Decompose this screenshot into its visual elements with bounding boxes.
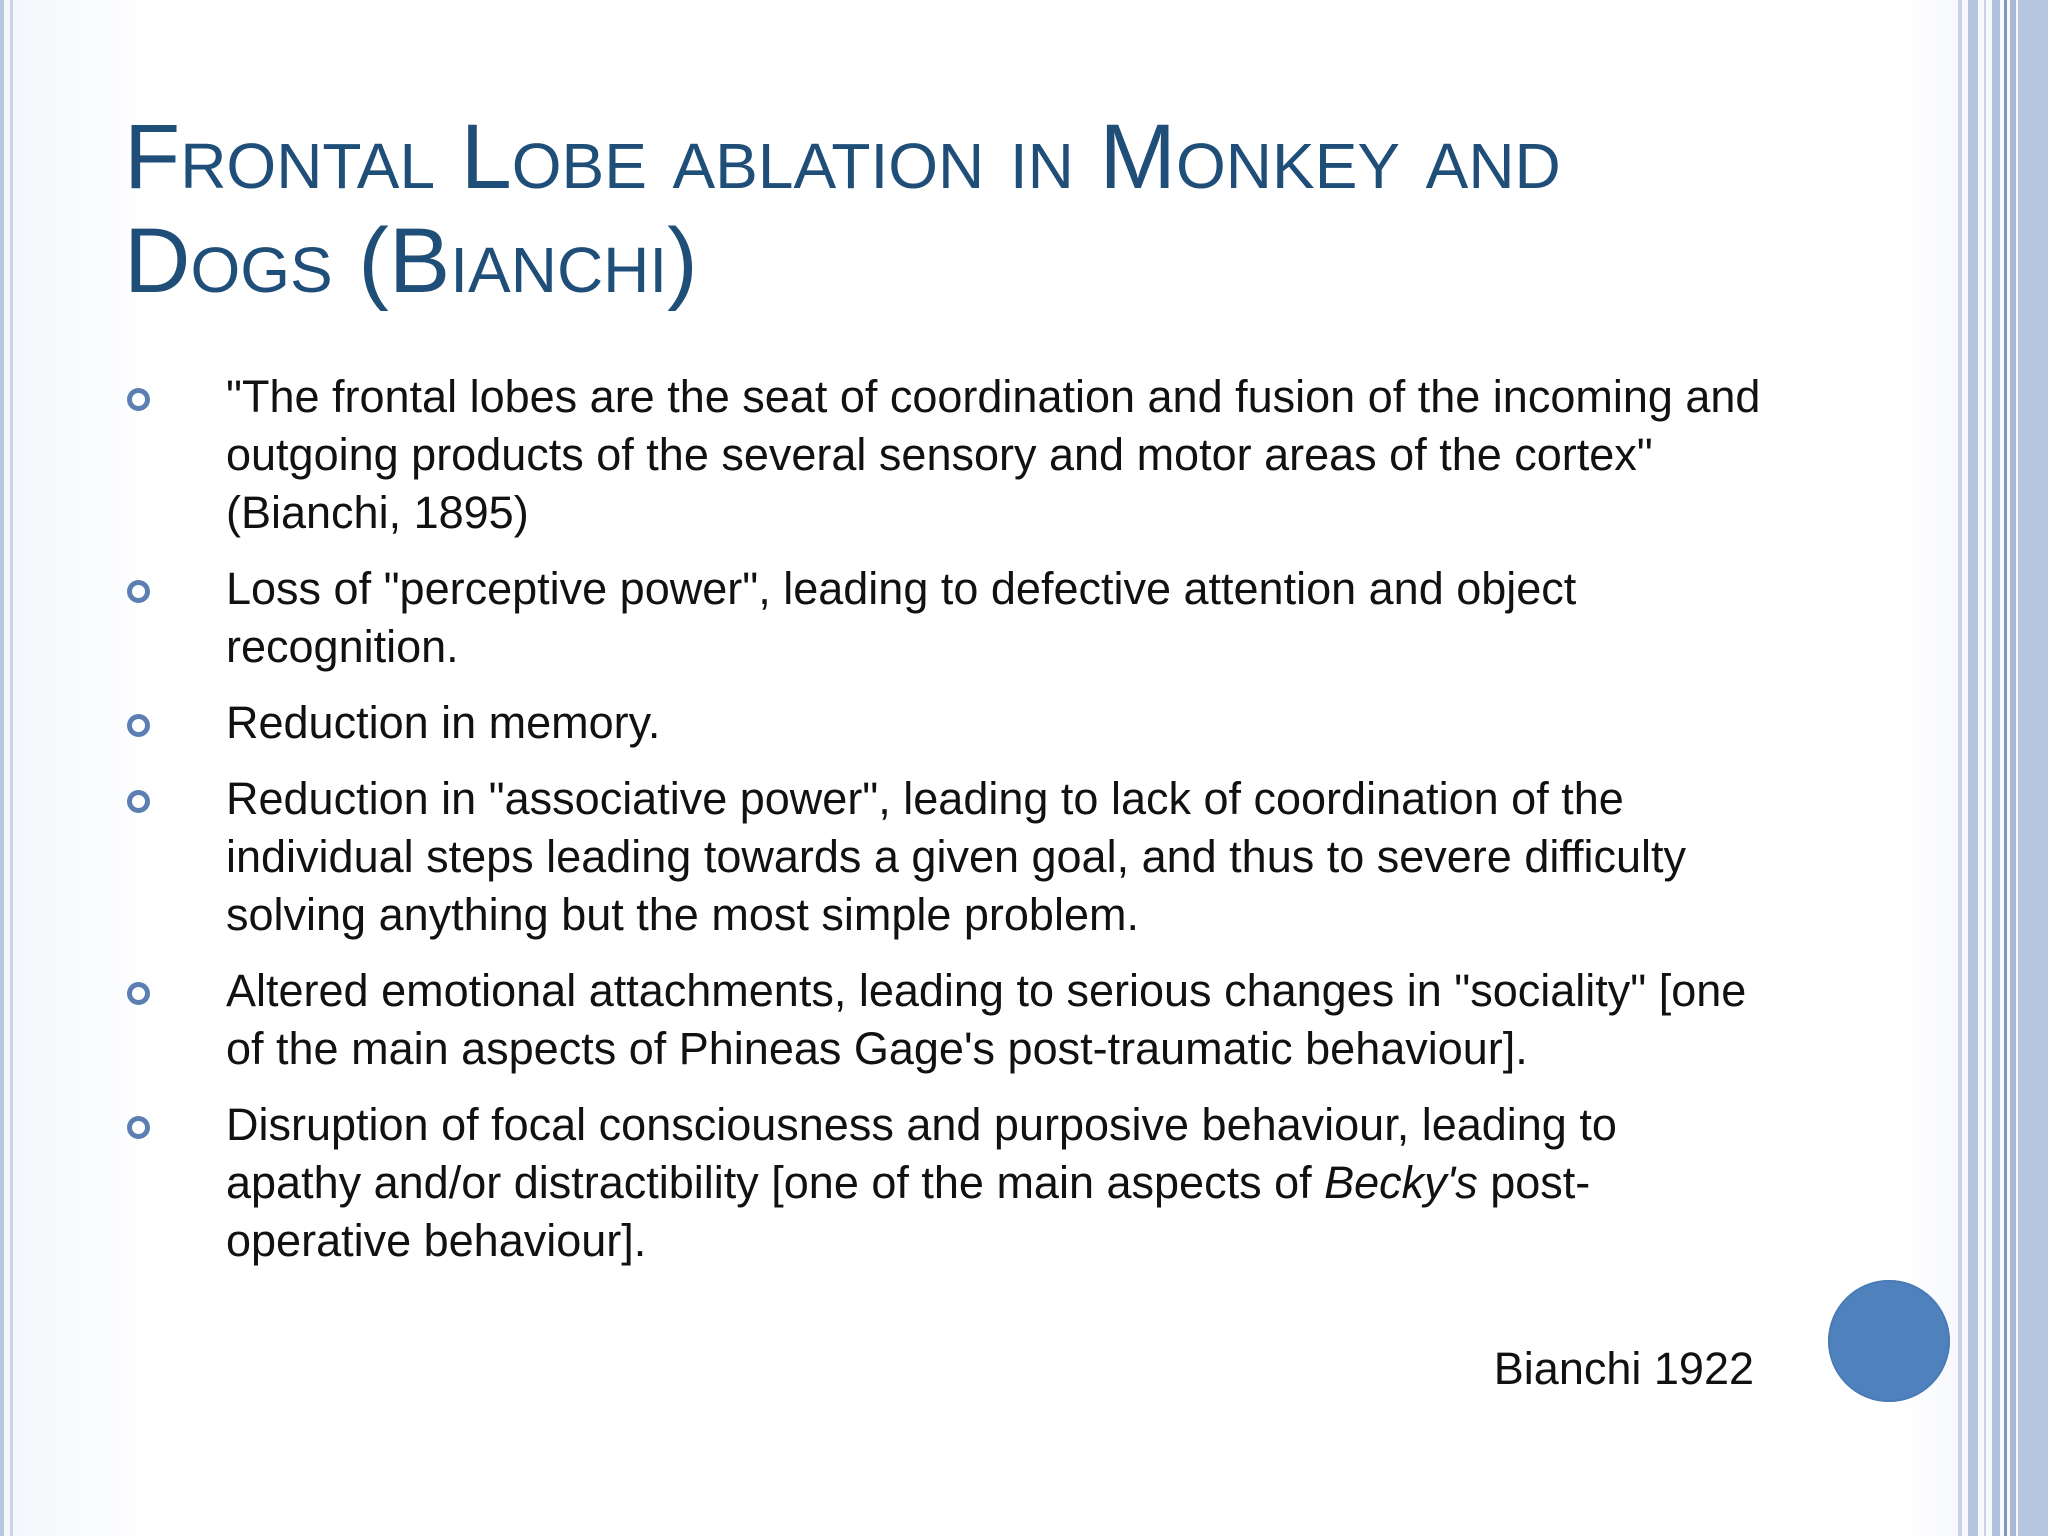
ring-bullet-icon <box>127 388 150 411</box>
ring-bullet-icon <box>127 1116 150 1139</box>
right-stripe <box>2010 0 2016 1536</box>
right-stripe <box>2004 0 2007 1536</box>
bullet-item <box>124 1096 1764 1270</box>
bullet-text-segment: post-operative behaviour]. <box>226 1157 1591 1266</box>
bullet-text: Reduction in memory. <box>226 697 661 748</box>
bullet-item <box>124 560 1764 676</box>
right-stripe <box>1984 0 1986 1536</box>
bullet-item <box>124 368 1764 542</box>
right-stripe <box>1958 0 1962 1536</box>
bullet-text-italic: Becky's <box>1324 1157 1478 1208</box>
ring-bullet-icon <box>127 982 150 1005</box>
ring-bullet-icon <box>127 714 150 737</box>
bullet-list <box>124 368 1764 1288</box>
left-frame-line <box>0 0 4 1536</box>
bullet-text-segment: Disruption of focal consciousness and purposive behaviour, leading to apathy and/or distractibility [one of the main aspects of <box>226 1099 1617 1208</box>
citation: Bianchi 1922 <box>1493 1343 1754 1394</box>
ring-bullet-icon <box>127 580 150 603</box>
bullet-text: Loss of "perceptive power", leading to defective attention and object recognition. <box>226 563 1577 672</box>
right-decorative-stripes <box>1958 0 2048 1536</box>
ring-bullet-icon <box>127 790 150 813</box>
bullet-item <box>124 694 1764 752</box>
bullet-text: Reduction in "associative power", leading to lack of coordination of the individual steps leading towards a given goal, and thus to severe difficulty solving anything but the most simple problem. <box>226 773 1687 940</box>
right-stripe <box>1992 0 2000 1536</box>
left-frame-line-inner <box>10 0 13 1536</box>
right-stripe <box>1968 0 1978 1536</box>
bullet-item <box>124 770 1764 944</box>
bullet-text: "The frontal lobes are the seat of coordination and fusion of the incoming and outgoing products of the several sensory and motor areas of the cortex" (Bianchi, 1895) <box>226 371 1761 538</box>
bullet-text: Altered emotional attachments, leading to serious changes in "sociality" [one of the main aspects of Phineas Gage's post-traumatic behaviour]. <box>226 965 1747 1074</box>
bullet-item <box>124 962 1764 1078</box>
right-stripe <box>2018 0 2048 1536</box>
slide-title: Frontal Lobe ablation in Monkey and Dogs (Bianchi) <box>124 106 1561 312</box>
decorative-circle-icon <box>1828 1280 1950 1402</box>
